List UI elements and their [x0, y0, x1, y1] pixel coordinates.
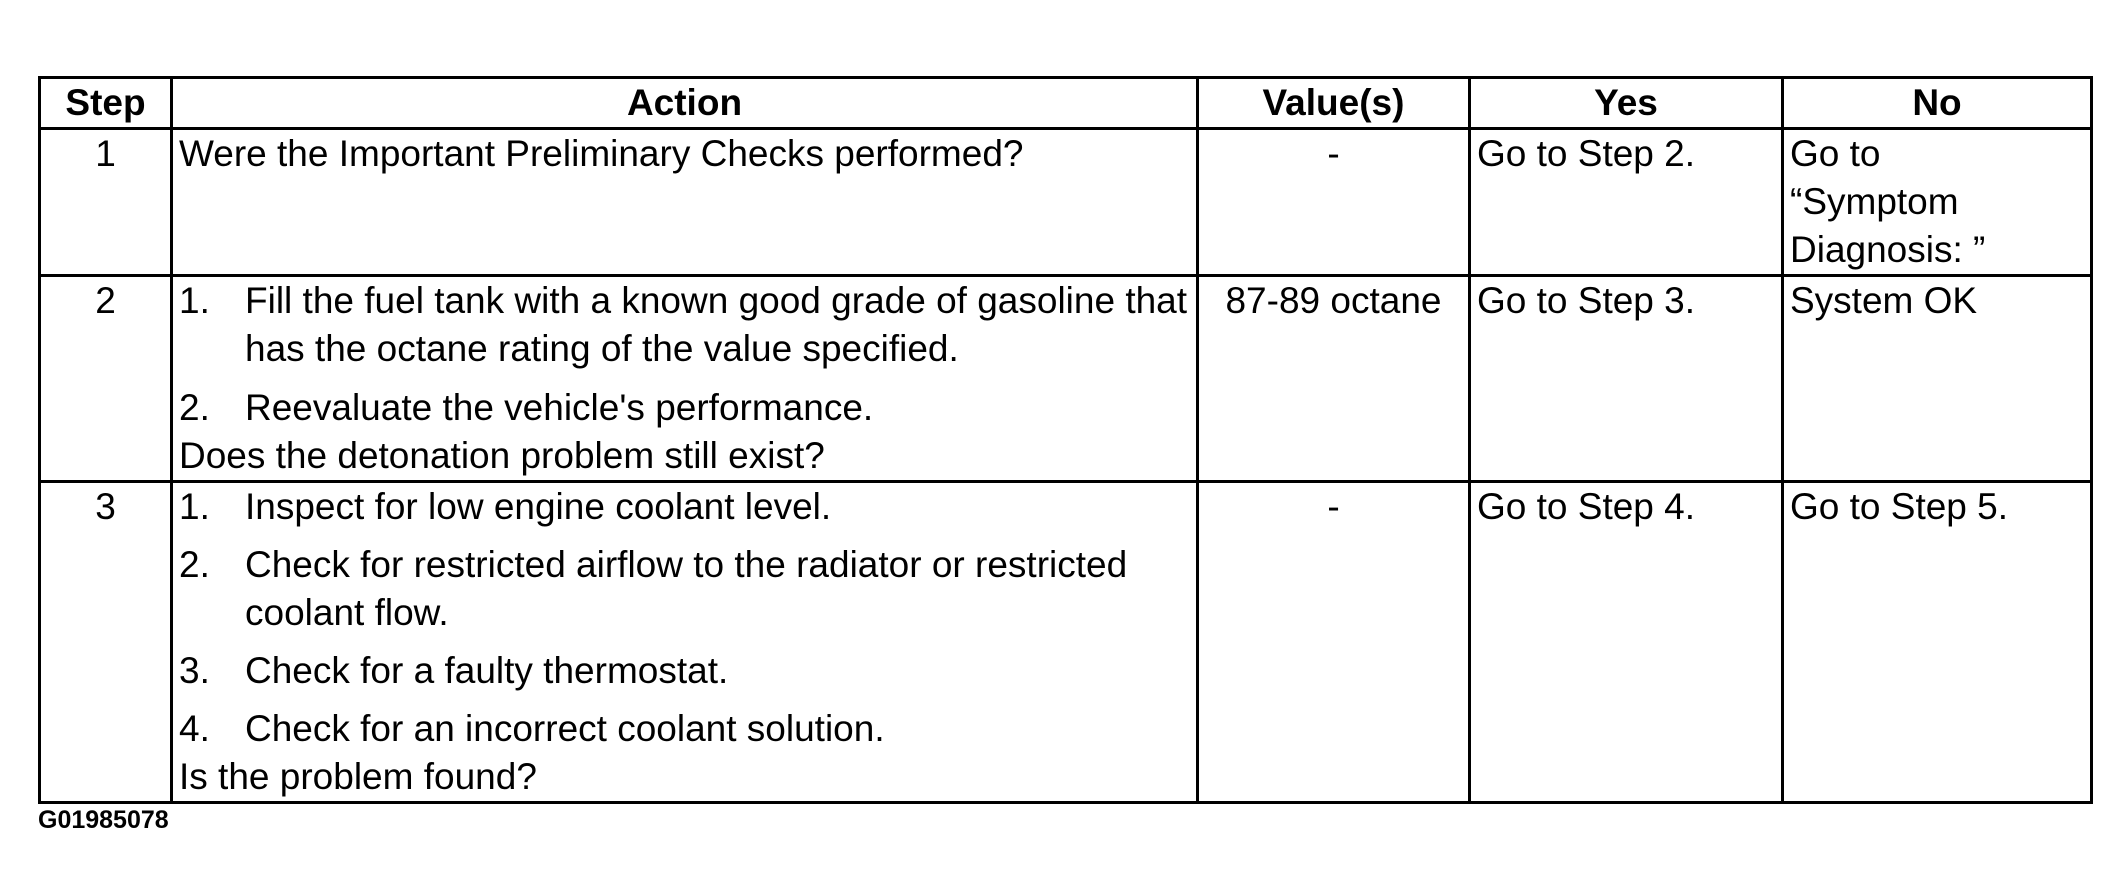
no-text-line: “Symptom	[1790, 181, 1959, 223]
step-number: 2	[40, 276, 172, 481]
value-cell: 87-89 octane	[1198, 276, 1470, 481]
action-item-number: 1.	[179, 485, 210, 527]
action-item-text: Check for restricted airflow to the radiator or restricted coolant flow.	[245, 543, 1128, 633]
value-cell: -	[1198, 481, 1470, 803]
header-step: Step	[40, 78, 172, 129]
yes-cell: Go to Step 2.	[1470, 129, 1783, 276]
action-item-text: Check for a faulty thermostat.	[245, 650, 729, 692]
action-list-item	[179, 277, 1190, 373]
yes-cell: Go to Step 3.	[1470, 276, 1783, 481]
action-item-number: 2.	[179, 386, 210, 428]
action-list-item	[179, 384, 1190, 432]
table-row	[40, 276, 2092, 481]
value-cell: -	[1198, 129, 1470, 276]
table-row	[40, 481, 2092, 803]
action-item-text: Inspect for low engine coolant level.	[245, 485, 832, 527]
action-item-number: 4.	[179, 708, 210, 750]
action-cell	[172, 129, 1198, 276]
action-item-text: Reevaluate the vehicle's performance.	[245, 386, 874, 428]
action-item-number: 3.	[179, 650, 210, 692]
action-list-item	[179, 647, 1190, 695]
action-cell	[172, 481, 1198, 803]
step-number: 1	[40, 129, 172, 276]
action-item-number: 2.	[179, 543, 210, 585]
header-no: No	[1783, 78, 2092, 129]
no-text-line: Diagnosis: ”	[1790, 229, 1986, 271]
no-cell	[1783, 129, 2092, 276]
no-cell: System OK	[1783, 276, 2092, 481]
header-values: Value(s)	[1198, 78, 1470, 129]
diagnostic-table	[38, 76, 2093, 804]
action-question: Is the problem found?	[179, 756, 537, 798]
step-number: 3	[40, 481, 172, 803]
header-row	[40, 78, 2092, 129]
action-item-number: 1.	[179, 280, 210, 322]
no-text-line: Go to	[1790, 133, 1881, 175]
no-cell: Go to Step 5.	[1783, 481, 2092, 803]
table-row	[40, 129, 2092, 276]
header-action: Action	[172, 78, 1198, 129]
action-cell	[172, 276, 1198, 481]
action-question: Does the detonation problem still exist?	[179, 434, 825, 476]
header-yes: Yes	[1470, 78, 1783, 129]
action-item-text: Fill the fuel tank with a known good grade of gasoline that has the octane rating of the value specified.	[245, 280, 1188, 370]
figure-id: G01985078	[38, 806, 169, 834]
action-list-item	[179, 705, 1190, 753]
action-text: Were the Important Preliminary Checks performed?	[179, 133, 1024, 175]
yes-cell: Go to Step 4.	[1470, 481, 1783, 803]
action-list-item	[179, 483, 1190, 531]
action-item-text: Check for an incorrect coolant solution.	[245, 708, 885, 750]
action-list-item	[179, 541, 1190, 637]
